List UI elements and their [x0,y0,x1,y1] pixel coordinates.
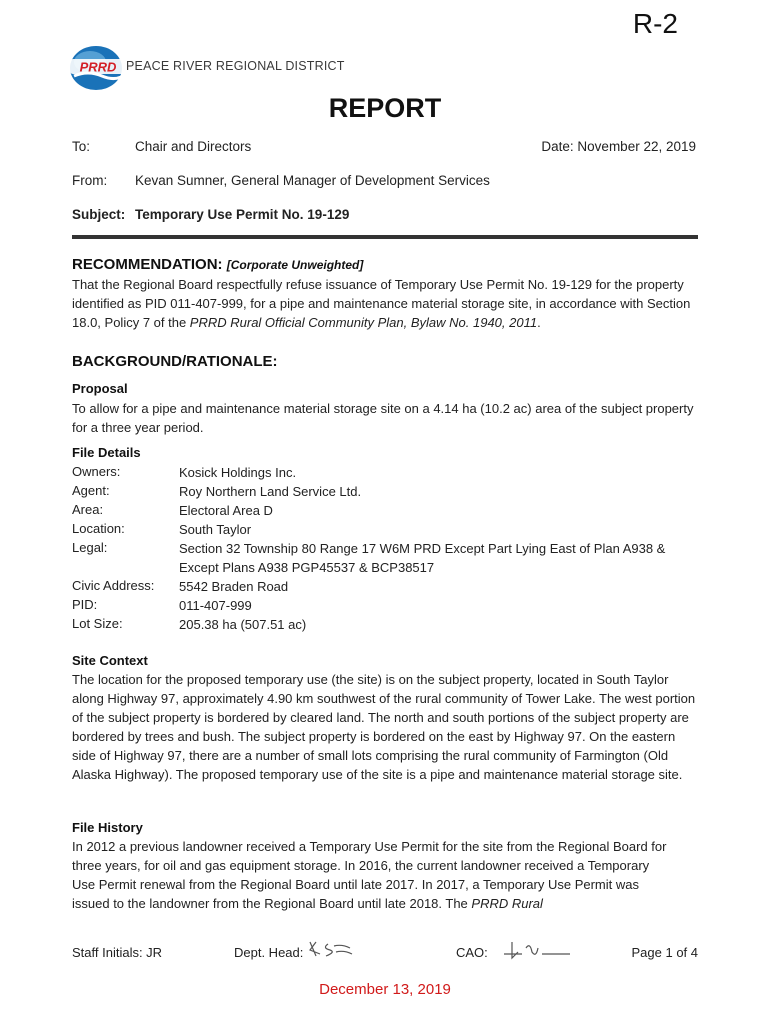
background-heading: BACKGROUND/RATIONALE: [72,353,278,370]
file-detail-label: Civic Address: [72,578,155,593]
page-title: REPORT [328,93,442,123]
from-label: From: [72,173,108,188]
file-detail-value: 5542 Braden Road [179,579,289,594]
file-detail-value: 205.38 ha (507.51 ac) [179,617,307,632]
report-date: Date: November 22, 2019 [541,139,696,154]
proposal-heading: Proposal [72,381,128,396]
organization-name: PEACE RIVER REGIONAL DISTRICT [126,59,345,73]
recommendation-text [72,275,702,332]
dept-head-signature-icon [306,938,356,962]
logo-text: PRRD [79,59,117,75]
file-detail-label: Lot Size: [72,616,123,631]
site-context-text: The location for the proposed temporary use (the site) is on the subject property, located in South Taylor along Highway 97, approximately 4.90 km southwest of the rural community of Tower Lake. The west portion of the subject property is bordered by cleared land. The north and south portions of the subject property are bordered by trees and bush. The subject property is bordered on the east by Highway 97. On the eastern side of Highway 97, there are a number of small lots comprising the rural community of Farmington (Old Alaska Highway). The proposed temporary use of the site is a pipe and maintenance material storage site. [72,672,696,782]
to-label: To: [72,139,91,154]
agenda-item-stamp: R-2 [632,8,678,39]
subject-label: Subject: [72,207,126,222]
file-detail-value: Roy Northern Land Service Ltd. [179,484,362,499]
page-number: Page 1 of 4 [631,945,698,960]
file-detail-label: Owners: [72,464,121,479]
recommendation-title: RECOMMENDATION: [72,256,223,273]
cao-signature-icon [502,938,572,962]
file-detail-value: Section 32 Township 80 Range 17 W6M PRD Except Part Lying East of Plan A938 & Except Plans A938 PGP45537 & BCP38517 [179,541,666,575]
file-detail-value: South Taylor [179,522,252,537]
file-detail-value: Kosick Holdings Inc. [179,465,297,480]
meeting-date: December 13, 2019 [319,981,451,998]
file-detail-label: Location: [72,521,125,536]
recommendation-text-bylaw: PRRD Rural Official Community Plan, Bylaw No. 1940, 2011 [189,315,538,330]
dept-head-label: Dept. Head: [234,945,304,960]
from-value: Kevan Sumner, General Manager of Development Services [135,173,490,188]
proposal-text: To allow for a pipe and maintenance material storage site on a 4.14 ha (10.2 ac) area of the subject property for a three year period. [72,401,694,435]
site-context-heading: Site Context [72,653,148,668]
file-history-text-main: In 2012 a previous landowner received a Temporary Use Permit for the site from the Regional Board for three years, for oil and gas equipment storage. In 2016, the current landowner received a Temporary Use Permit renewal from the Regional Board until late 2017. In 2017, a Temporary Use Permit was issued to the landowner from the Regional Board until late 2018. The [72,839,667,911]
file-history-text [72,837,672,913]
file-detail-value: Electoral Area D [179,503,273,518]
cao-label: CAO: [456,945,488,960]
subject-value: Temporary Use Permit No. 19-129 [135,207,350,222]
to-value: Chair and Directors [135,139,252,154]
recommendation-qualifier: [Corporate Unweighted] [226,258,364,272]
staff-initials: Staff Initials: JR [72,945,163,960]
file-detail-label: Legal: [72,540,108,555]
recommendation-text-end: . [537,315,541,330]
prrd-logo-icon [68,42,128,92]
file-history-text-italic: PRRD Rural [471,896,543,911]
header-divider [72,235,698,239]
file-history-heading: File History [72,820,143,835]
file-detail-value: 011-407-999 [179,598,252,613]
recommendation-text-main: That the Regional Board respectfully refuse issuance of Temporary Use Permit No. 19-129 for the property identified as PID 011-407-999, for a pipe and maintenance material storage site, in accordance with Section 18.0, Policy 7 of the [72,277,691,330]
file-detail-label: Area: [72,502,104,517]
file-detail-label: Agent: [72,483,110,498]
file-details-heading: File Details [72,445,141,460]
recommendation-heading [72,256,363,273]
file-detail-label: PID: [72,597,98,612]
